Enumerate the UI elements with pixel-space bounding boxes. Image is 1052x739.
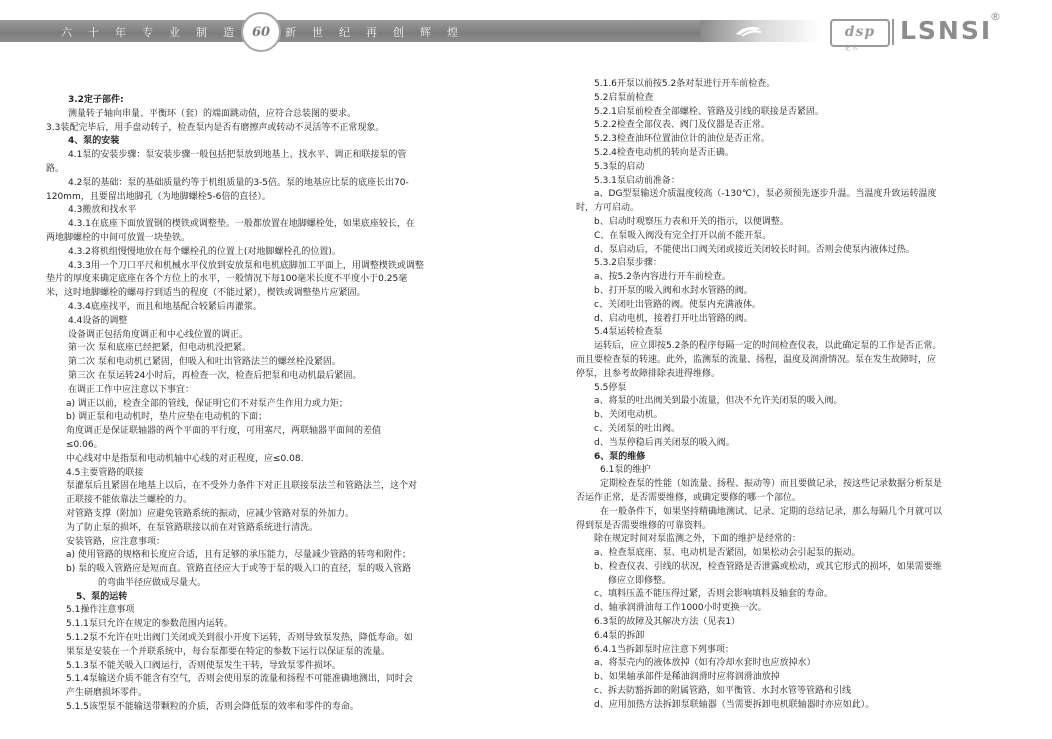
slogan-right — [277, 24, 466, 40]
text-line: d、启动电机，接着打开吐出管路的阀。 — [594, 313, 753, 324]
text-line: c、填料压盖不能压得过紧，否则会影响填料及轴套的寿命。 — [594, 589, 833, 600]
text-line: 6.3泵的故障及其解决方法（见表1） — [594, 617, 741, 628]
brand-logo — [830, 10, 1030, 52]
logo-subtext: 龙 水 — [844, 45, 858, 52]
text-line: b) 调正泵和电动机时，垫片应垫在电动机的下面； — [66, 412, 268, 423]
registered-mark: ® — [990, 10, 1001, 23]
text-line: 5、泵的运转 — [76, 591, 128, 602]
text-line: 6、泵的维修 — [594, 451, 646, 462]
text-line: 4.4设备的调整 — [68, 315, 128, 326]
slogan-char: 新 — [285, 26, 296, 39]
text-line: d、当泵停稳后再关闭泵的吸入阀。 — [594, 437, 735, 448]
text-line: 5.1.4泵输送介质不能含有空气，否则会使用泵的流量和扬程不可能准确地测出，同时会 — [66, 674, 413, 685]
slogan-char: 世 — [312, 26, 323, 39]
text-line: 运转后，应立即按5.2条的程序每隔一定的时间检查仪表，以此确定泵的工作是否正常。 — [594, 341, 942, 352]
logo-divider — [892, 19, 894, 45]
text-line: 4.3.2将机组慢慢地放在每个螺栓孔的位置上(对地脚螺栓孔的位置)。 — [68, 246, 341, 257]
text-line: 5.1.5该型泵不能输送带颗粒的介质，否则会降低泵的效率和零件的寿命。 — [66, 702, 359, 713]
text-line: 为了防止泵的损坏，在泵管路联接以前在对管路系统进行清洗。 — [66, 522, 319, 533]
text-line: 米，这时地脚螺栓的螺母拧到适当的程度（不能过紧），楔铁或调整垫片应紧固。 — [46, 288, 366, 299]
text-line: d、轴承润滑油每工作1000小时更换一次。 — [594, 603, 767, 614]
text-line: d、泵启动后，不能使出口阀关闭或接近关闭较长时间。否则会使泵内液体过热。 — [594, 244, 915, 255]
text-line: 角度调正是保证联轴器的两个平面的平行度，可用塞尺，两联轴器平面间的差值 — [66, 426, 382, 437]
text-line: a) 使用管路的规格和长度应合适，且有足够的承压能力，尽量减少管路的转弯和附件； — [66, 550, 411, 561]
text-line: 5.1.2泵不允许在吐出阀门关闭或关到很小开度下运转，否则导致泵发热，降低寿命。如 — [66, 633, 413, 644]
text-line: b、打开泵的吸入阀和水封水管路的阀。 — [594, 285, 753, 296]
text-line: c、关闭吐出管路的阀。使泵内充满液体。 — [594, 299, 761, 310]
text-line: 4.2泵的基础：泵的基础质量约等于机组质量的3-5倍。泵的地基应比泵的底座长出70- — [68, 177, 409, 188]
text-line: 在一般条件下，如果坚持精确地测试、记录、定期的总结记录，那么每隔几个月就可以 — [600, 506, 943, 517]
text-line: 除在规定时间对泵监测之外，下面的维护是经常的： — [594, 534, 802, 545]
text-line: 第一次 泵和底座已经把紧，但电动机没把紧。 — [68, 343, 251, 354]
slogan-char: 再 — [366, 26, 377, 39]
text-line: a、将泵的吐出阀关到最小流量，但决不允许关闭泵的吸入阀。 — [594, 396, 843, 407]
text-line: 5.2.2检查全部仪表、阀门及仪器是否正常。 — [594, 120, 770, 131]
text-line: a、检查泵底座、泵、电动机是否紧固，如果松动会引起泵的振动。 — [594, 548, 861, 559]
text-line: 而且要检查泵的转速。此外，监测泵的流量、扬程，温度及润滑情况。泵在发生故障时，应 — [576, 354, 937, 365]
text-line: 泵灌泵后且紧固在地基上以后，在不受外力条件下对正且联接泵法兰和管路法兰，这个对 — [66, 481, 418, 492]
text-line: 4.5主要管路的联接 — [66, 467, 144, 478]
slogan-left — [53, 24, 242, 40]
text-line: 的弯曲半径应做成尽量大。 — [98, 577, 207, 588]
text-line: 6.1泵的维护 — [600, 465, 651, 476]
text-line: 果泵是安装在一个并联系统中，每台泵都要在特定的参数下运行以保证泵的流量。 — [66, 646, 391, 657]
slogan-char: 煌 — [447, 26, 458, 39]
text-line: ≤0.06。 — [66, 439, 103, 450]
text-line: 修应立即修整。 — [608, 575, 672, 586]
text-line: 5.2.3检查油环位置油位计的油位是否正常。 — [594, 134, 770, 145]
text-line: 4.1泵的安装步骤：泵安装步骤一般包括把泵放到地基上、找水平、调正和联接泵的管 — [68, 150, 407, 161]
text-line: 5.5停泵 — [594, 382, 627, 393]
text-line: 4.3搬放和找水平 — [68, 205, 137, 216]
swoosh-icon — [734, 22, 764, 40]
text-line: c、拆去防豁拆卸的附属管路，如平衡管、水封水管等管路和引线 — [594, 686, 851, 697]
right-column — [576, 78, 1016, 713]
text-line: 否运作正常，是否需要维修，或确定要修的哪一个部位。 — [576, 492, 802, 503]
slogan-char: 专 — [142, 26, 153, 39]
text-line: 两地脚螺栓的中间可放置一块垫铁。 — [46, 232, 191, 243]
text-line: 在调正工作中应注意以下事宜： — [68, 384, 195, 395]
slogan-char: 造 — [223, 26, 234, 39]
text-line: d、应用加热方法拆卸泵联轴器（当需要拆卸电机联轴器时亦应如此）。 — [594, 699, 875, 710]
text-line: 4.3.1在底座下面放置钢的楔铁或调整垫。一般都放置在地脚螺栓处，如果底座较长，在 — [68, 219, 415, 230]
left-column — [46, 94, 486, 715]
text-line: C、在泵吸入阀没有完全打开以前不能开泵。 — [594, 230, 772, 241]
text-line: 4.3.3用一个刀口平尺和机械水平仪放到安放泵和电机底脚加工平面上，用调整楔铁或调整 — [68, 260, 424, 271]
text-line: b、关闭电动机。 — [594, 410, 663, 421]
text-line: a、DG型泵输送介质温度较高（-130℃），泵必须预先逐步升温。当温度升致运转温度 — [594, 189, 937, 200]
slogan-char: 制 — [196, 26, 207, 39]
text-line: 6.4.1当拆卸泵时应注意下列事项： — [594, 644, 734, 655]
text-line: 4、泵的安装 — [68, 136, 120, 147]
text-line: 得到泵是否需要维修的可靠资料。 — [576, 520, 712, 531]
sixty-years-badge — [241, 12, 281, 52]
text-line: 正联接不能依靠法兰螺栓的力。 — [66, 495, 193, 506]
text-line: 5.3.1泵启动前准备： — [594, 175, 680, 186]
text-line: 5.3.2启泵步骤： — [594, 258, 662, 269]
text-line: b、启动时观察压力表和开关的指示，以便调整。 — [594, 216, 789, 227]
text-line: 安装管路，应注意事项： — [66, 536, 166, 547]
text-line: 6.4泵的拆卸 — [594, 630, 645, 641]
slogan-char: 纪 — [339, 26, 350, 39]
text-line: 5.1操作注意事项 — [66, 605, 135, 616]
text-line: 路。 — [46, 163, 65, 174]
text-line: 产生研磨损坏零件。 — [66, 688, 148, 699]
text-line: 3.2定子部件: — [68, 95, 124, 105]
slogan-char: 十 — [88, 26, 99, 39]
slogan-char: 年 — [115, 26, 126, 39]
text-line: 第三次 在泵运转24小时后，再检查一次，检查后把泵和电动机最后紧固。 — [68, 370, 362, 381]
text-line: 时，方可启动。 — [576, 203, 640, 214]
text-line: 5.2.1启泵前检查全部螺栓、管路及引线的联接是否紧固。 — [594, 106, 824, 117]
text-line: a、将泵壳内的液体放掉（如有冷却水套时也应放掉水） — [594, 658, 816, 669]
text-line: a) 调正以前，检查全部的管线，保证明它们不对泵产生作用力或力矩； — [66, 398, 348, 409]
text-line: 120mm，且要留出地脚孔（为地脚螺栓5-6倍的直径）。 — [46, 191, 271, 202]
text-line: 5.3泵的启动 — [594, 161, 645, 172]
slogan-char: 六 — [61, 26, 72, 39]
slogan-char: 辉 — [420, 26, 431, 39]
text-line: 3.3装配完毕后，用手盘动转子，检查泵内是否有磨擦声或转动不灵活等不正常现象。 — [46, 122, 385, 133]
text-line: a、按5.2条内容进行开车前检查。 — [594, 272, 731, 283]
text-line: 对管路支撑（附加）应避免管路系统的振动，应减少管路对泵的外加力。 — [66, 508, 355, 519]
text-line: 5.2启泵前检查 — [594, 92, 654, 103]
badge-number: 60 — [251, 24, 271, 40]
text-line: 5.1.6开泵以前按5.2条对泵进行开车前检查。 — [594, 79, 776, 89]
text-line: 5.1.1泵只允许在规定的参数范围内运转。 — [66, 619, 233, 630]
text-line: 5.1.3泵不能关吸入口阀运行，否则使泵发生干转，导致泵零件损坏。 — [66, 660, 341, 671]
text-line: b) 泵的吸入管路应是短而直。管路直径应大于或等于泵的吸入口的直径，泵的吸入管路 — [66, 564, 412, 575]
text-line: 定期检查泵的性能（如流量、扬程、振动等）而且要做记录，按这些记录数据分析泵是 — [600, 479, 943, 490]
text-line: 4.3.4底座找平，而且和地基配合较紧后再灌浆。 — [68, 301, 262, 312]
text-line: 5.4泵运转检查泵 — [594, 327, 663, 338]
text-line: 5.2.4检查电动机的转向是否正确。 — [594, 147, 734, 158]
text-line: c、关闭泵的吐出阀。 — [594, 423, 680, 434]
text-line: 设备调正包括角度调正和中心线位置的调正。 — [68, 329, 249, 340]
logo-emblem: dsp — [830, 19, 890, 47]
text-line: b、如果轴承部件是稀油润滑时应将润滑油放掉 — [594, 672, 780, 683]
slogan-char: 创 — [393, 26, 404, 39]
text-line: 中心线对中是指泵和电动机轴中心线的对正程度，应≤0.08. — [66, 453, 304, 464]
slogan-char: 业 — [169, 26, 180, 39]
text-line: 第二次 泵和电动机已紧固，但吸入和吐出管路法兰的螺丝栓没紧固。 — [68, 357, 341, 368]
text-line: 停泵，且参考故障排除表进得维修。 — [576, 368, 721, 379]
page-header — [0, 0, 1052, 52]
logo-wordmark: LSNSI — [900, 16, 993, 45]
text-line: b、检查仪表、引线的状况，检查管路是否泄露或松动，或其它形式的损坏，如果需要维 — [594, 561, 942, 572]
text-line: 测量转子轴向串量、平衡环（套）的端面跳动值，应符合总装图的要求。 — [68, 108, 357, 119]
text-line: 垫片的厚度来确定底座在各个方位上的水平，一般情况下每100毫米长度不平度小于0.25毫 — [46, 274, 408, 285]
